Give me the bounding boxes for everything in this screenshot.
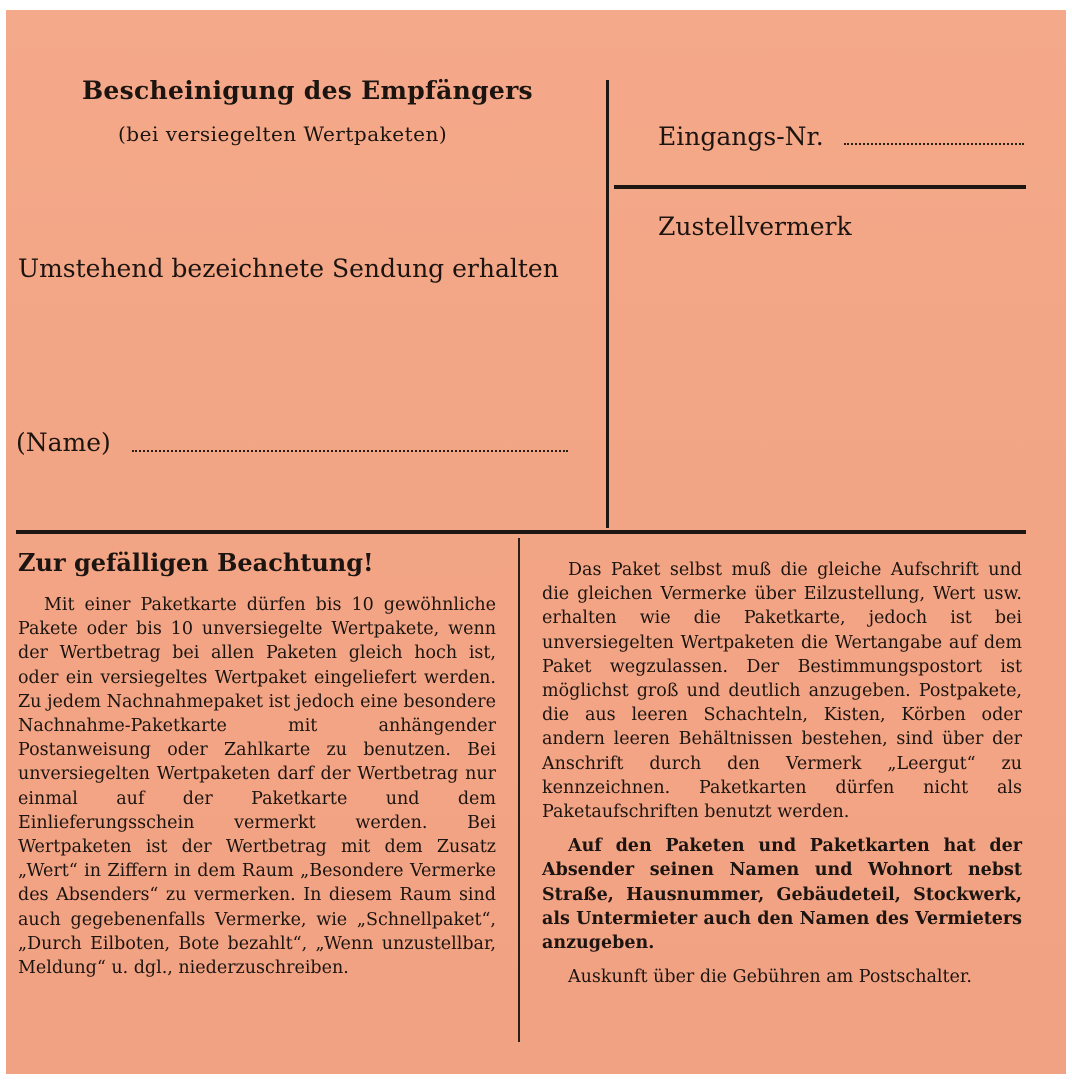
notice-right-column	[542, 558, 1022, 999]
received-statement: Umstehend bezeichnete Sendung erhalten	[18, 254, 559, 283]
notice-left-text: Mit einer Paketkarte dürfen bis 10 gewöhnliche Pakete oder bis 10 unversiegelte Wertpakete, wenn der Wertbetrag bei allen Paketen gleich hoch ist, oder ein versiegeltes Wertpaket eingeliefert werden. Zu jedem Nachnahmepaket ist jedoch eine besondere Nachnahme-Paketkarte mit anhängender Postanweisung oder Zahlkarte zu benutzen. Bei unversiegelten Wertpaketen darf der Wertbetrag nur einmal auf der Paketkarte und dem Einlieferungsschein vermerkt werden. Bei Wertpaketen ist der Wertbetrag mit dem Zusatz „Wert“ in Ziffern in dem Raum „Besondere Vermerke des Absenders“ zu vermerken. In diesem Raum sind auch gegebenenfalls Vermerke, wie „Schnellpaket“, „Durch Eilboten, Bote bezahlt“, „Wenn unzustellbar, Meldung“ u. dgl., niederzuschreiben.	[18, 595, 496, 979]
recipient-certificate-subtitle: (bei versiegelten Wertpaketen)	[118, 122, 448, 146]
parcel-card-back	[6, 10, 1066, 1074]
right-horizontal-divider	[614, 185, 1026, 189]
notice-heading: Zur gefälligen Beachtung!	[18, 548, 374, 577]
entry-number-dotted-line	[844, 143, 1024, 145]
bottom-vertical-divider	[518, 538, 520, 1042]
top-vertical-divider	[606, 80, 609, 528]
notice-right-paragraph-bold: Auf den Paketen und Paketkarten hat der Absender seinen Namen und Wohnort nebst Straße, Hausnummer, Gebäudeteil, Stockwerk, als Untermieter auch den Namen des Vermieters anzugeben.	[542, 836, 1022, 954]
recipient-certificate-title: Bescheinigung des Empfängers	[82, 76, 533, 105]
entry-number-label: Eingangs-Nr.	[658, 122, 824, 151]
notice-right-paragraph: Das Paket selbst muß die gleiche Aufschrift und die gleichen Vermerke über Eilzustellung, Wert usw. erhalten wie die Paketkarte, jedoch ist bei unversiegelten Wertpaketen die Wertangabe auf dem Paket wegzulassen. Der Bestimmungspostort ist möglichst groß und deutlich anzugeben. Postpakete, die aus leeren Schachteln, Kisten, Körben oder andern leeren Behältnissen bestehen, sind über der Anschrift durch den Vermerk „Leergut“ zu kennzeichnen. Paketkarten dürfen nicht als Paketaufschriften benutzt werden.	[542, 560, 1022, 823]
delivery-note-label: Zustellvermerk	[658, 212, 852, 241]
name-dotted-line	[132, 450, 568, 452]
notice-right-paragraph: Auskunft über die Gebühren am Postschalter.	[568, 967, 972, 988]
middle-horizontal-divider	[16, 530, 1026, 534]
name-label: (Name)	[16, 428, 111, 457]
